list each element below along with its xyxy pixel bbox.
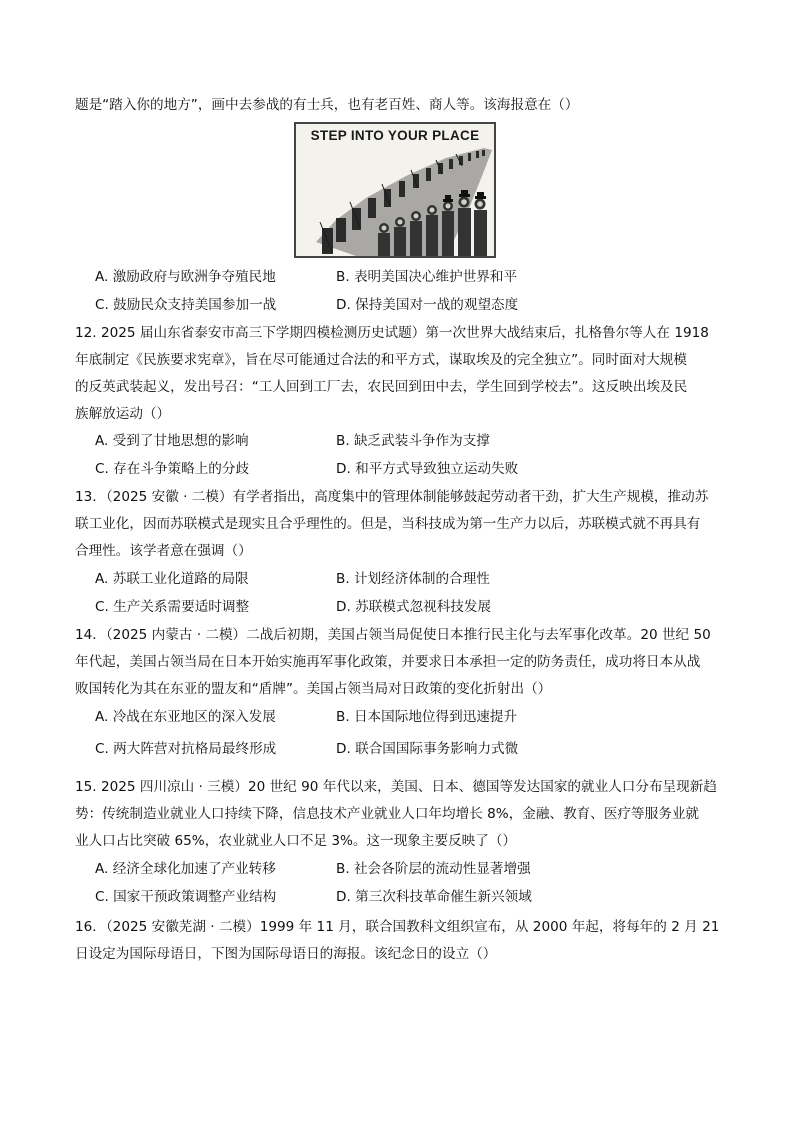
q12-option-d[interactable]: D. 和平方式导致独立运动失败: [336, 461, 519, 477]
q12-stem-line-2: 年底制定《民族要求宪章》，旨在尽可能通过合法的和平方式，谋取埃及的完全独立”。同时面对大规模: [75, 352, 687, 368]
q15-stem-line-2: 势：传统制造业就业人口持续下降，信息技术产业就业人口年均增长 8%，金融、教育、医疗等服务业就: [75, 806, 700, 822]
q14-stem-line-2: 年代起，美国占领当局在日本开始实施再军事化政策，并要求日本承担一定的防务责任，成功将日本从战: [75, 654, 701, 670]
q12-option-c[interactable]: C. 存在斗争策略上的分歧: [95, 461, 250, 477]
q15-option-b[interactable]: B. 社会各阶层的流动性显著增强: [336, 861, 531, 877]
q15-option-a[interactable]: A. 经济全球化加速了产业转移: [95, 861, 276, 877]
q13-stem-line-2: 联工业化，因而苏联模式是现实且合乎理性的。但是，当科技成为第一生产力以后，苏联模式就不再具有: [75, 516, 701, 532]
q13-stem-line-3: 合理性。该学者意在强调（）: [75, 543, 252, 559]
q12-option-a[interactable]: A. 受到了甘地思想的影响: [95, 433, 249, 449]
q12-stem-line-1: 12. 2025 届山东省泰安市高三下学期四模检测历史试题）第一次世界大战结束后，扎格鲁尔等人在 1918: [75, 325, 709, 341]
q12-option-b[interactable]: B. 缺乏武装斗争作为支撑: [336, 433, 490, 449]
q14-option-d[interactable]: D. 联合国国际事务影响力式微: [336, 741, 519, 757]
q14-stem-line-3: 败国转化为其在东亚的盟友和“盾牌”。美国占领当局对日政策的变化折射出（）: [75, 681, 552, 697]
step-into-your-place-poster: [294, 122, 496, 258]
q16-stem-line-1: 16．（2025 安徽芜湖 · 二模）1999 年 11 月，联合国教科文组织宣布，从 2000 年起，将每年的 2 月 21: [75, 919, 720, 935]
q12-stem-line-3: 的反英武装起义，发出号召：“工人回到工厂去，农民回到田中去，学生回到学校去”。这反映出埃及民: [75, 379, 688, 395]
q15-stem-line-1: 15. 2025 四川凉山 · 三模）20 世纪 90 年代以来，美国、日本、德国等发达国家的就业人口分布呈现新趋: [75, 779, 717, 795]
q11-option-a[interactable]: A. 激励政府与欧洲争夺殖民地: [95, 269, 276, 285]
q13-option-c[interactable]: C. 生产关系需要适时调整: [95, 599, 250, 615]
q14-option-c[interactable]: C. 两大阵营对抗格局最终形成: [95, 741, 277, 757]
q16-stem-line-2: 日设定为国际母语日，下图为国际母语日的海报。该纪念日的设立（）: [75, 946, 497, 962]
q15-stem-line-3: 业人口占比突破 65%，农业就业人口不足 3%。这一现象主要反映了（）: [75, 833, 517, 849]
q12-stem-line-4: 族解放运动（）: [75, 406, 171, 422]
q15-option-d[interactable]: D. 第三次科技革命催生新兴领域: [336, 889, 532, 905]
q15-option-c[interactable]: C. 国家干预政策调整产业结构: [95, 889, 277, 905]
poster-title: STEP INTO YOUR PLACE: [310, 128, 480, 143]
q11-option-d[interactable]: D. 保持美国对一战的观望态度: [336, 297, 519, 313]
q11-stem-tail: 题是“踏入你的地方”，画中去参战的有士兵，也有老百姓、商人等。该海报意在（）: [75, 97, 579, 113]
marching-crowd-illustration: [296, 146, 494, 256]
q13-option-d[interactable]: D. 苏联模式忽视科技发展: [336, 599, 492, 615]
q14-option-a[interactable]: A. 冷战在东亚地区的深入发展: [95, 709, 276, 725]
q14-stem-line-1: 14．（2025 内蒙古 · 二模）二战后初期，美国占领当局促使日本推行民主化与去军事化改革。20 世纪 50: [75, 627, 711, 643]
q11-option-c[interactable]: C. 鼓励民众支持美国参加一战: [95, 297, 277, 313]
q13-stem-line-1: 13．（2025 安徽 · 二模）有学者指出，高度集中的管理体制能够鼓起劳动者干劲，扩大生产规模，推动苏: [75, 489, 709, 505]
q13-option-a[interactable]: A. 苏联工业化道路的局限: [95, 571, 249, 587]
q14-option-b[interactable]: B. 日本国际地位得到迅速提升: [336, 709, 518, 725]
q13-option-b[interactable]: B. 计划经济体制的合理性: [336, 571, 490, 587]
q11-option-b[interactable]: B. 表明美国决心维护世界和平: [336, 269, 518, 285]
